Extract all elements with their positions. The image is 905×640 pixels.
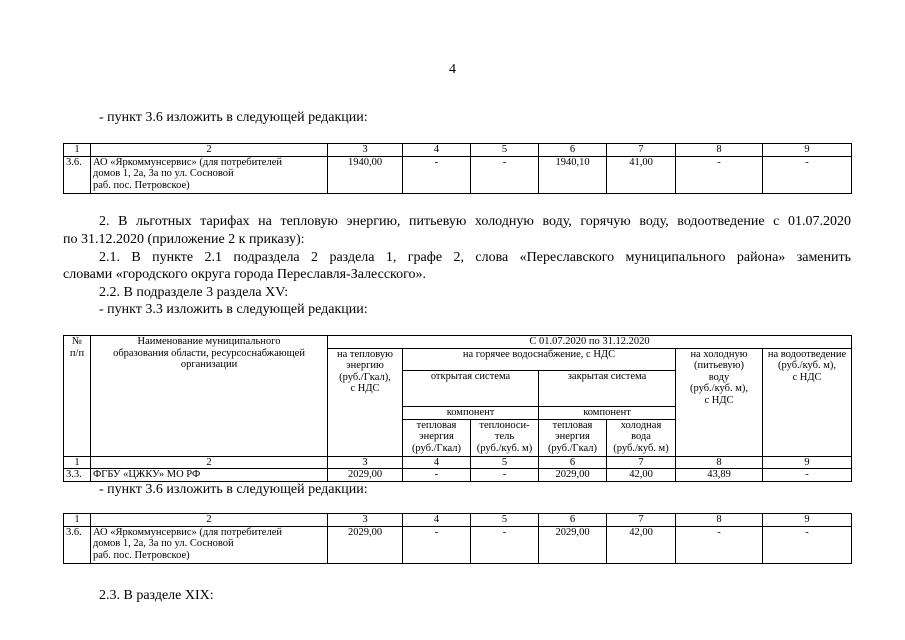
closed-heat-component: 1940,10 (539, 156, 607, 193)
organization-name-line-3: раб. пос. Петровское) (93, 179, 190, 191)
open-heat-component: - (403, 156, 471, 193)
header-organization-cont (91, 371, 328, 456)
header-heat-line-4: с НДС (350, 383, 380, 395)
header-closed-system: закрытая система (539, 371, 676, 407)
closed-cold-water-component: 41,00 (607, 156, 676, 193)
paragraph-2-3: 2.3. В разделе XIX: (99, 588, 214, 603)
header-component-closed: компонент (539, 407, 676, 420)
header-drainage (763, 348, 852, 406)
header-heat-energy (328, 348, 403, 406)
header-period: С 01.07.2020 по 31.12.2020 (328, 336, 852, 349)
header-cold-line-3: воду (708, 371, 730, 383)
heat-energy-tariff: 2029,00 (328, 526, 403, 563)
header-te1-line-2: энергия (419, 431, 454, 443)
drainage-tariff: - (763, 156, 852, 193)
header-te2-line-1: тепловая (552, 419, 593, 431)
header-te1-line-3: (руб./Гкал) (411, 442, 462, 454)
closed-cold-water-component: 42,00 (607, 526, 676, 563)
col-num-1: 1 (64, 456, 91, 469)
item-3-6-intro: - пункт 3.6 изложить в следующей редакции: (99, 110, 368, 125)
col-num-4: 4 (403, 456, 471, 469)
row-number: 3.6. (64, 526, 91, 563)
header-component-open: компонент (403, 407, 539, 420)
organization-name-line-3: раб. пос. Петровское) (93, 549, 190, 561)
table-row (64, 156, 852, 193)
col-num-8: 8 (676, 514, 763, 527)
header-open-heat-carrier (471, 419, 539, 456)
column-number-row (64, 456, 852, 469)
page-number: 4 (449, 62, 456, 77)
cold-water-tariff: 43,89 (676, 469, 763, 482)
open-carrier-component: - (471, 156, 539, 193)
col-num-8: 8 (676, 144, 763, 157)
col-num-4: 4 (403, 144, 471, 157)
open-carrier-component: - (471, 526, 539, 563)
paragraph-2-1-line-2: словами «городского округа города Переславля-Залесского». (63, 267, 427, 282)
heat-energy-tariff: 1940,00 (328, 156, 403, 193)
tariff-table-item-3-6-second (63, 513, 852, 564)
header-open-system: открытая система (403, 371, 539, 407)
header-organization-line-1: Наименование муниципального (137, 336, 281, 347)
paragraph-2-line-2: по 31.12.2020 (приложение 2 к приказу): (63, 232, 305, 247)
header-closed-heat-energy (539, 419, 607, 456)
column-number-row (64, 514, 852, 527)
col-num-2: 2 (91, 144, 328, 157)
col-num-1: 1 (64, 514, 91, 527)
col-num-3: 3 (328, 456, 403, 469)
col-num-5: 5 (471, 144, 539, 157)
header-heat-energy-cont (328, 407, 403, 457)
header-drainage-cont (763, 407, 852, 457)
drainage-tariff: - (763, 526, 852, 563)
col-num-6: 6 (539, 144, 607, 157)
paragraph-2-2: 2.2. В подразделе 3 раздела XV: (99, 285, 289, 300)
column-number-row (64, 144, 852, 157)
header-drainage-line-3: с НДС (792, 371, 822, 383)
col-num-1: 1 (64, 144, 91, 157)
organization-name (91, 156, 328, 193)
item-3-3-intro: - пункт 3.3 изложить в следующей редакции: (99, 302, 368, 317)
col-num-5: 5 (471, 456, 539, 469)
row-number: 3.6. (64, 156, 91, 193)
header-cold-line-2: (питьевую) (694, 360, 744, 372)
organization-name-line-1: АО «Яркоммунсервис» (для потребителей (93, 526, 282, 538)
header-cold-line-4: (руб./куб. м), (689, 383, 749, 395)
header-number-line-1: № (71, 336, 83, 347)
header-number (64, 336, 91, 371)
header-drainage-line-1: на водоотведение (767, 348, 847, 360)
header-open-heat-energy (403, 419, 471, 456)
header-cold-line-5: с НДС (704, 394, 734, 406)
col-num-5: 5 (471, 514, 539, 527)
closed-cold-water-component: 42,00 (607, 469, 676, 482)
paragraph-2-line-1 (63, 213, 851, 230)
header-organization (91, 336, 328, 371)
col-num-6: 6 (539, 456, 607, 469)
header-heat-line-2: энергию (346, 360, 384, 372)
header-number-cont (64, 371, 91, 456)
table-row (64, 469, 852, 482)
organization-name-line-1: АО «Яркоммунсервис» (для потребителей (93, 156, 282, 168)
header-cw-line-1: холодная (620, 419, 662, 431)
header-organization-line-2: образования области, ресурсоснабжающей (113, 347, 305, 359)
header-drainage-line-2: (руб./куб. м), (777, 360, 837, 372)
table-row (64, 526, 852, 563)
header-tn-line-1: теплоноси- (479, 419, 530, 431)
header-cw-line-2: вода (631, 431, 651, 443)
header-cold-water (676, 348, 763, 406)
col-num-3: 3 (328, 144, 403, 157)
header-hot-water: на горячее водоснабжение, с НДС (403, 348, 676, 371)
header-heat-line-1: на тепловую (337, 348, 393, 360)
item-3-6-intro-2: - пункт 3.6 изложить в следующей редакции: (99, 482, 368, 497)
col-num-9: 9 (763, 514, 852, 527)
col-num-7: 7 (607, 456, 676, 469)
col-num-2: 2 (91, 514, 328, 527)
header-organization-line-3: организации (180, 359, 238, 371)
row-number: 3.3. (64, 469, 91, 482)
col-num-6: 6 (539, 514, 607, 527)
open-carrier-component: - (471, 469, 539, 482)
header-cw-line-3: (руб./куб. м) (613, 442, 669, 454)
col-num-8: 8 (676, 456, 763, 469)
closed-heat-component: 2029,00 (539, 469, 607, 482)
col-num-4: 4 (403, 514, 471, 527)
heat-energy-tariff: 2029,00 (328, 469, 403, 482)
col-num-9: 9 (763, 456, 852, 469)
open-heat-component: - (403, 469, 471, 482)
col-num-7: 7 (607, 514, 676, 527)
header-cold-line-1: на холодную (690, 348, 748, 360)
organization-name (91, 526, 328, 563)
organization-name: ФГБУ «ЦЖКУ» МО РФ (91, 469, 328, 482)
closed-heat-component: 2029,00 (539, 526, 607, 563)
tariff-table-item-3-6 (63, 143, 852, 194)
paragraph-2-1-text-1: 2.1. В пункте 2.1 подраздела 2 раздела 1, графе 2, слова «Переславского муниципального района» заменить (99, 250, 851, 265)
header-cold-water-cont (676, 407, 763, 457)
col-num-9: 9 (763, 144, 852, 157)
col-num-7: 7 (607, 144, 676, 157)
cold-water-tariff: - (676, 526, 763, 563)
header-tn-line-2: тель (494, 431, 515, 443)
header-tn-line-3: (руб./куб. м) (476, 442, 533, 454)
header-closed-cold-water (607, 419, 676, 456)
cold-water-tariff: - (676, 156, 763, 193)
header-heat-line-3: (руб./Гкал), (339, 371, 391, 383)
organization-name-line-2: домов 1, 2а, 3а по ул. Сосновой (93, 168, 234, 180)
paragraph-2-text-1: 2. В льготных тарифах на тепловую энергию, питьевую холодную воду, горячую воду, водоотведение с 01.07.2020 (99, 214, 851, 229)
tariff-table-item-3-3 (63, 335, 852, 482)
open-heat-component: - (403, 526, 471, 563)
organization-name-line-2: домов 1, 2а, 3а по ул. Сосновой (93, 538, 234, 550)
header-te1-line-1: тепловая (416, 419, 457, 431)
header-te2-line-3: (руб./Гкал) (547, 442, 598, 454)
paragraph-2-1-line-1 (63, 249, 851, 266)
col-num-2: 2 (91, 456, 328, 469)
header-number-line-2: п/п (69, 347, 85, 359)
drainage-tariff: - (763, 469, 852, 482)
col-num-3: 3 (328, 514, 403, 527)
header-te2-line-2: энергия (555, 431, 590, 443)
